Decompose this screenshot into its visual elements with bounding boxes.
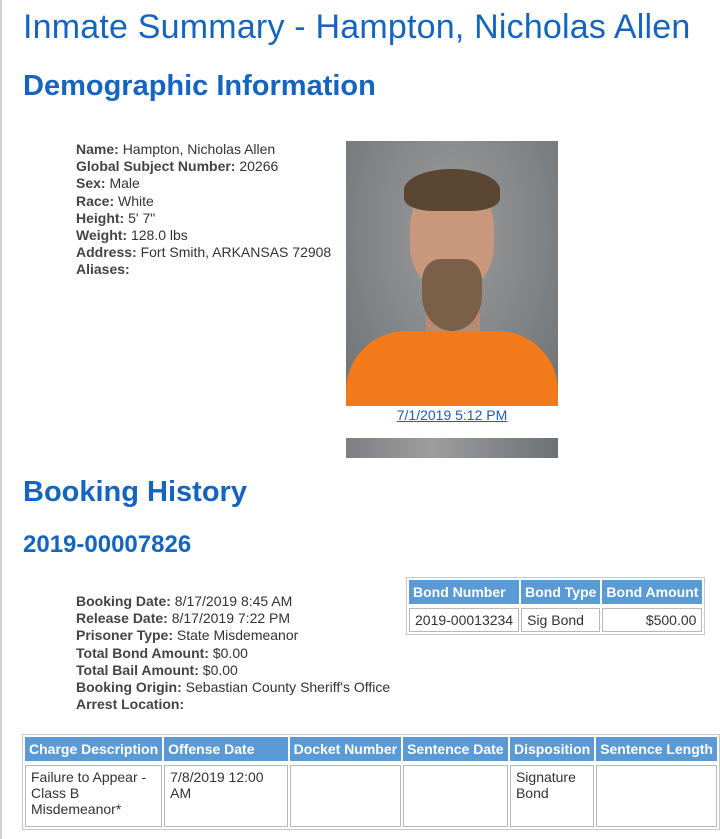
charge-description-cell: Failure to Appear - Class B Misdemeanor* — [25, 765, 162, 827]
photo-orange-jumpsuit — [346, 331, 558, 406]
page-title: Inmate Summary - Hampton, Nicholas Allen — [23, 8, 691, 46]
field-height: Height: 5' 7" — [76, 209, 156, 226]
field-prisoner-type: Prisoner Type: State Misdemeanor — [76, 627, 299, 644]
bond-amount-cell: $500.00 — [602, 608, 702, 632]
left-border — [0, 0, 2, 839]
sentence-date-cell — [403, 765, 508, 827]
field-release-date: Release Date: 8/17/2019 7:22 PM — [76, 610, 291, 627]
offense-date-cell: 7/8/2019 12:00 AM — [164, 765, 287, 827]
field-total-bail-amount: Total Bail Amount: $0.00 — [76, 661, 238, 678]
field-aliases: Aliases: — [76, 261, 130, 278]
bond-number-cell: 2019-00013234 — [409, 608, 519, 632]
charge-description-header[interactable]: Charge Description — [25, 737, 162, 763]
field-race: Race: White — [76, 192, 154, 209]
next-photo-thumbnail[interactable] — [346, 438, 558, 458]
field-global-subject-number: Global Subject Number: 20266 — [76, 158, 279, 175]
offense-date-header[interactable]: Offense Date — [164, 737, 287, 763]
field-total-bond-amount: Total Bond Amount: $0.00 — [76, 644, 248, 661]
field-booking-origin: Booking Origin: Sebastian County Sheriff's Office — [76, 679, 391, 696]
field-sex: Sex: Male — [76, 175, 140, 192]
bond-type-cell: Sig Bond — [521, 608, 600, 632]
demographic-heading: Demographic Information — [23, 70, 376, 102]
sentence-length-cell — [596, 765, 717, 827]
photo-date-link[interactable]: 7/1/2019 5:12 PM — [396, 407, 508, 423]
field-weight: Weight: 128.0 lbs — [76, 227, 188, 244]
charge-table-header — [25, 737, 717, 763]
bond-amount-header[interactable]: Bond Amount — [602, 580, 702, 606]
bond-table-header — [409, 580, 702, 606]
bond-table — [406, 577, 705, 635]
photo-beard — [422, 259, 482, 331]
booking-info — [76, 593, 390, 713]
table-row — [409, 608, 702, 632]
bond-type-header[interactable]: Bond Type — [521, 580, 600, 606]
docket-number-header[interactable]: Docket Number — [290, 737, 401, 763]
demographic-info — [76, 141, 331, 279]
table-row — [25, 765, 717, 827]
sentence-length-header[interactable]: Sentence Length — [596, 737, 717, 763]
mugshot-photo[interactable] — [346, 141, 558, 406]
booking-history-heading: Booking History — [23, 476, 247, 508]
field-booking-date: Booking Date: 8/17/2019 8:45 AM — [76, 593, 293, 609]
disposition-cell: Signature Bond — [510, 765, 594, 827]
sentence-date-header[interactable]: Sentence Date — [403, 737, 508, 763]
field-name: Name: Hampton, Nicholas Allen — [76, 141, 276, 157]
disposition-header[interactable]: Disposition — [510, 737, 594, 763]
charge-table — [22, 734, 720, 830]
docket-number-cell — [290, 765, 401, 827]
bond-number-header[interactable]: Bond Number — [409, 580, 519, 606]
photo-hair — [404, 169, 500, 211]
booking-number: 2019-00007826 — [23, 531, 192, 558]
field-address: Address: Fort Smith, ARKANSAS 72908 — [76, 244, 332, 261]
field-arrest-location: Arrest Location: — [76, 696, 185, 713]
